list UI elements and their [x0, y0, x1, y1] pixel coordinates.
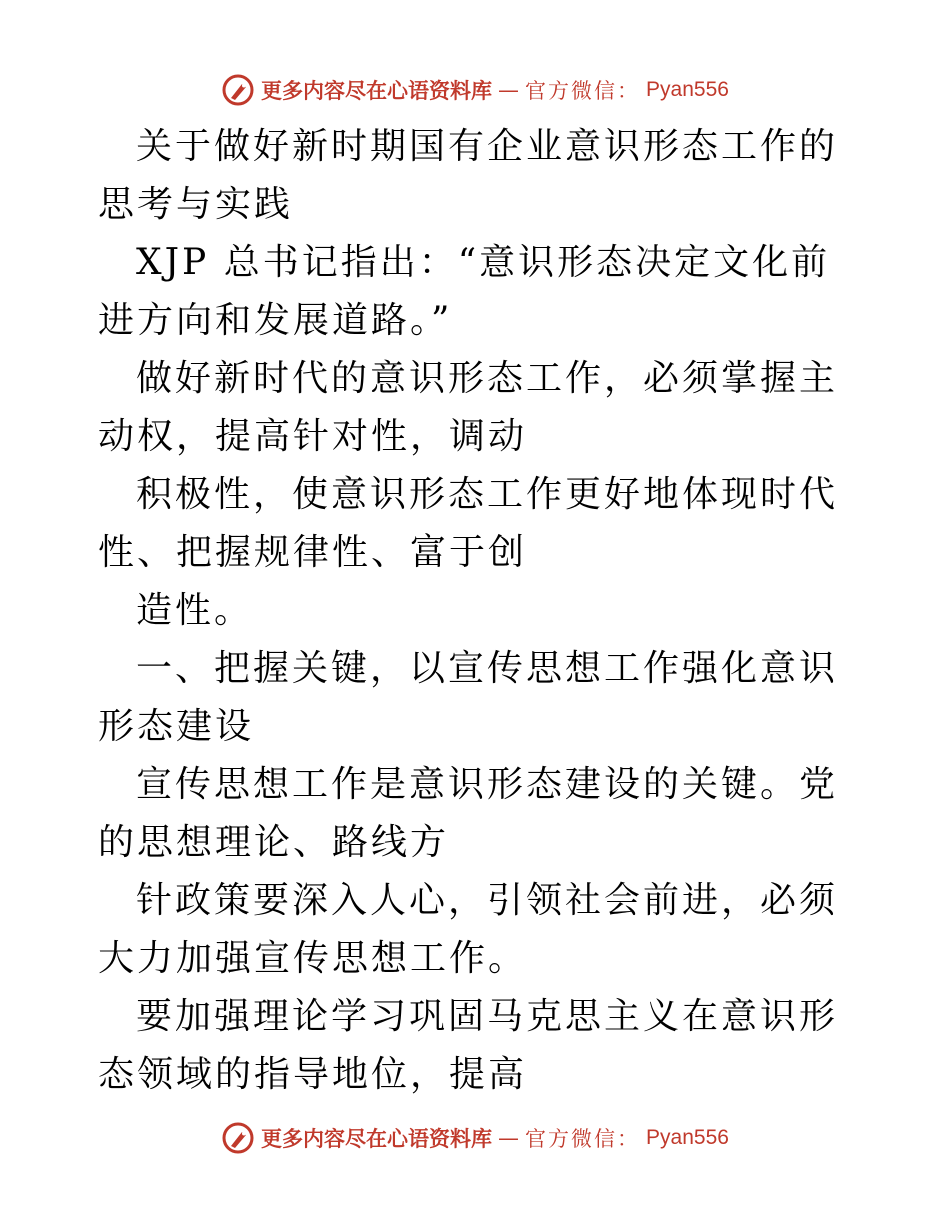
header-banner: [221, 73, 729, 107]
header-banner-handle: Pyan556: [646, 78, 729, 101]
footer-banner-main: 更多内容尽在心语资料库: [261, 1127, 493, 1151]
header-banner-wechat: 官方微信：: [525, 79, 641, 103]
page-header: [0, 70, 950, 110]
paragraph: 针政策要深入人心，引领社会前进，必须大力加强宣传思想工作。: [98, 880, 839, 979]
document-body: [98, 118, 854, 1104]
header-banner-main: 更多内容尽在心语资料库: [261, 79, 493, 103]
header-banner-dash: —: [498, 78, 520, 102]
footer-banner-wechat: 官方微信：: [525, 1127, 641, 1151]
paragraph: 做好新时代的意识形态工作，必须掌握主动权，提高针对性，调动: [98, 358, 839, 457]
page-footer: [0, 1118, 950, 1158]
footer-banner: [221, 1121, 729, 1155]
paragraph: 积极性，使意识形态工作更好地体现时代性、把握规律性、富于创: [98, 474, 839, 573]
document-title: 关于做好新时期国有企业意识形态工作的思考与实践: [98, 126, 839, 225]
footer-banner-dash: —: [498, 1126, 520, 1150]
pen-nib-circle-icon: [221, 73, 255, 107]
paragraph: 造性。: [136, 590, 254, 631]
footer-banner-handle: Pyan556: [646, 1126, 729, 1149]
paragraph: XJP 总书记指出：“意识形态决定文化前进方向和发展道路。”: [98, 242, 831, 341]
pen-nib-circle-icon: [221, 1121, 255, 1155]
paragraph: 宣传思想工作是意识形态建设的关键。党的思想理论、路线方: [98, 764, 839, 863]
paragraph: 要加强理论学习巩固马克思主义在意识形态领域的指导地位，提高: [98, 996, 839, 1095]
section-heading: 一、把握关键，以宣传思想工作强化意识形态建设: [98, 648, 839, 747]
